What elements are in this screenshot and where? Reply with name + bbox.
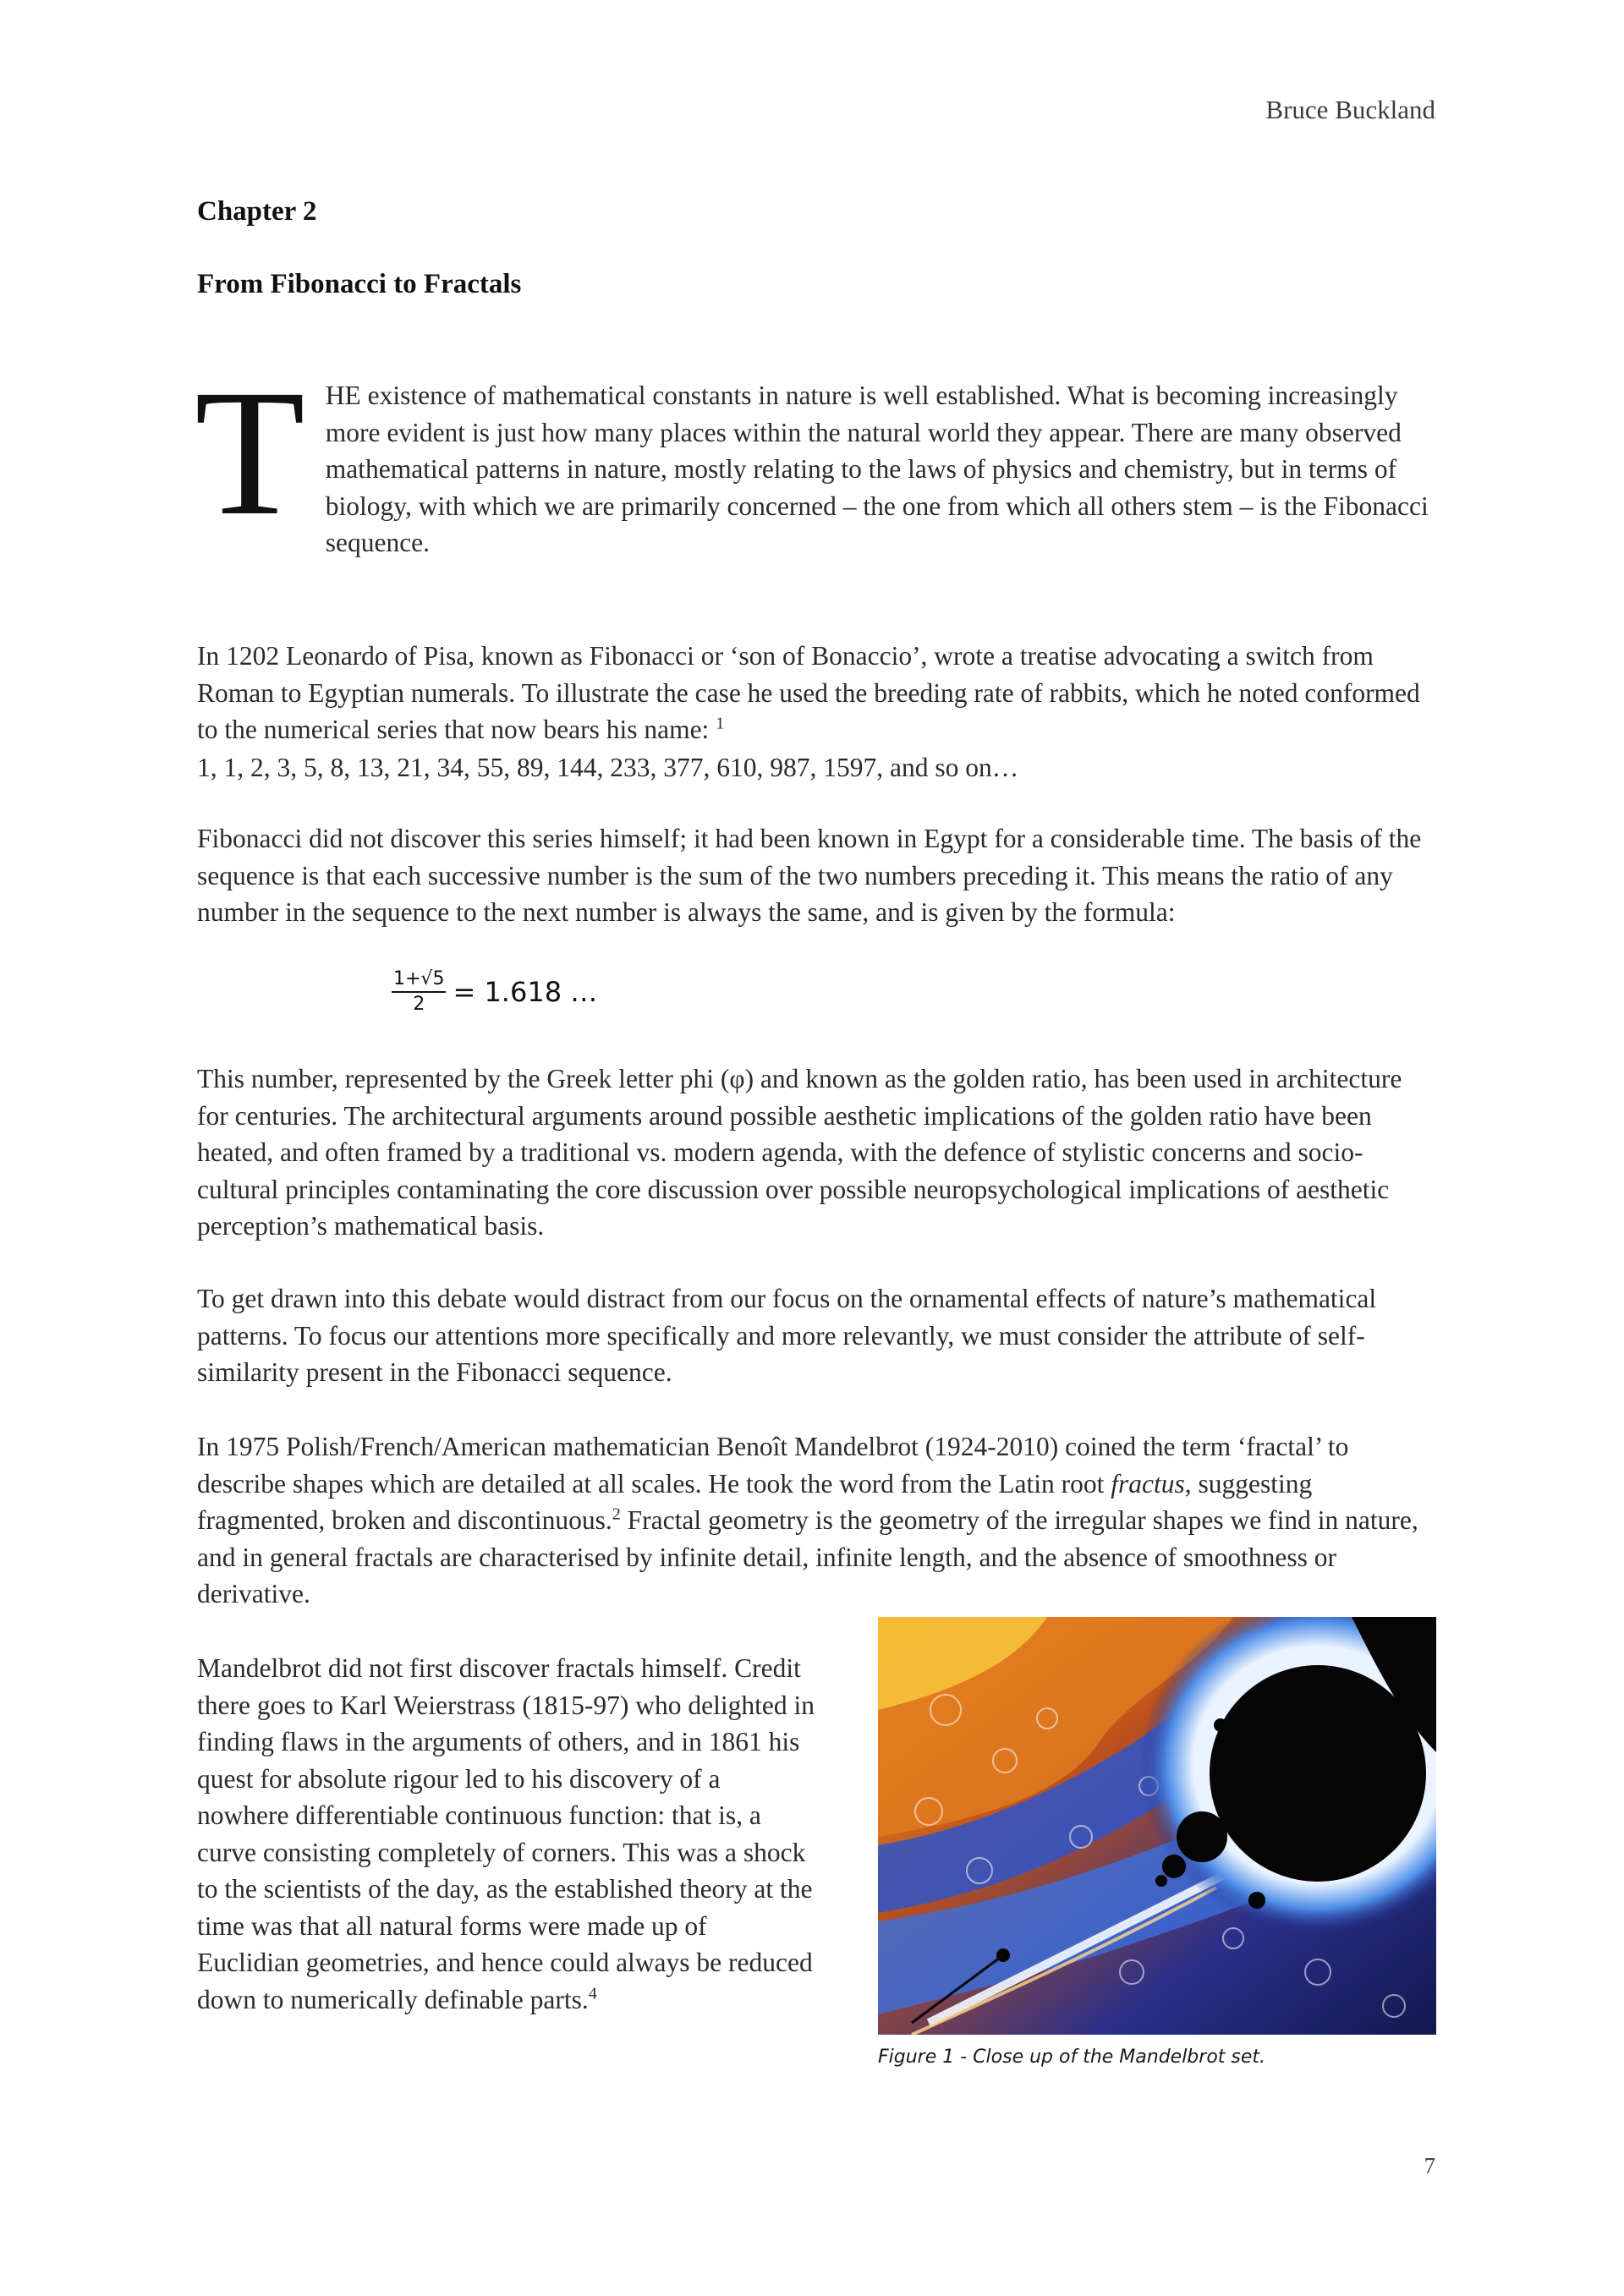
drop-cap: T: [195, 353, 305, 553]
latin-term: fractus: [1111, 1468, 1185, 1499]
chapter-label: Chapter 2: [197, 196, 317, 227]
paragraph-text: In 1202 Leonardo of Pisa, known as Fibonacci or ‘son of Bonaccio’, wrote a treatise advocating a switch from Roman to Egyptian numerals. To illustrate the case he used the breeding rate of rabbits, which he noted conformed to the numerical series that now bears his name:: [197, 641, 1420, 744]
paragraph-text: , suggesting fragmented, broken and discontinuous.: [197, 1468, 1313, 1535]
paragraph-sequence-basis: Fibonacci did not discover this series himself; it had been known in Egypt for a considerable time. The basis of the sequence is that each successive number is the sum of the two numbers preceding it. This means the ratio of any number in the sequence to the next number is always the same, and is given by the formula:: [197, 824, 1422, 927]
footnote-ref: 1: [716, 714, 725, 733]
header-author: Bruce Buckland: [1265, 95, 1435, 124]
paragraph-weierstrass: [197, 1650, 815, 2018]
paragraph-golden-ratio: This number, represented by the Greek letter phi (φ) and known as the golden ratio, has been used in architecture for centuries. The architectural arguments around possible aesthetic implications of the golden ratio have been heated, and often framed by a traditional vs. modern agenda, with the defence of stylistic concerns and socio-cultural principles contaminating the core discussion over possible neuropsychological implications of aesthetic perception’s mathematical basis.: [197, 1064, 1402, 1241]
footnote-ref: 4: [588, 1984, 597, 2003]
paragraph-text: In 1975 Polish/French/American mathematician Benoît Mandelbrot (1924-2010) coined the term ‘fractal’ to describe shapes which are detailed at all scales. He took the word from the Latin root: [197, 1432, 1349, 1499]
formula-denominator: 2: [413, 994, 425, 1015]
formula-numerator: 1+√5: [393, 968, 445, 989]
fibonacci-sequence: 1, 1, 2, 3, 5, 8, 13, 21, 34, 55, 89, 144, 233, 377, 610, 987, 1597, and so on…: [197, 753, 1019, 782]
formula-result: = 1.618 …: [453, 976, 598, 1008]
chapter-title: From Fibonacci to Fractals: [197, 269, 522, 299]
paragraph-text: Fractal geometry is the geometry of the irregular shapes we find in nature, and in general fractals are characterised by infinite detail, infinite length, and the absence of smoothness or derivative.: [197, 1505, 1418, 1608]
paragraph-text: Mandelbrot did not first discover fractals himself. Credit there goes to Karl Weierstrass (1815-97) who delighted in finding flaws in the arguments of others, and in 1861 his quest for absolute rigour led to his discovery of a nowhere differentiable continuous function: that is, a curve consisting completely of corners. This was a shock to the scientists of the day, as the established theory at the time was that all natural forms were made up of Euclidian geometries, and hence could always be reduced down to numerically definable parts.: [197, 1653, 815, 2014]
paragraph-fibonacci-history: [197, 638, 1436, 748]
intro-text: HE existence of mathematical constants in nature is well established. What is becoming increasingly more evident is just how many places within the natural world they appear. There are many observed mathematical patterns in nature, mostly relating to the laws of physics and chemistry, but in terms of biology, with which we are primarily concerned – the one from which all others stem – is the Fibonacci sequence.: [325, 381, 1429, 557]
figure-caption: Figure 1 - Close up of the Mandelbrot set.: [878, 2047, 1266, 2068]
intro-paragraph: [195, 353, 1436, 562]
paragraph-self-similarity: To get drawn into this debate would distract from our focus on the ornamental effects of nature’s mathematical patterns. To focus our attentions more specifically and more relevantly, we must consider the attribute of self-similarity present in the Fibonacci sequence.: [197, 1284, 1377, 1387]
footnote-ref: 2: [612, 1504, 621, 1524]
formula-fraction: [392, 967, 446, 1016]
golden-ratio-formula: [392, 967, 597, 1016]
paragraph-mandelbrot: [197, 1428, 1436, 1613]
page-number: 7: [1424, 2153, 1435, 2178]
mandelbrot-image: [878, 1617, 1436, 2035]
